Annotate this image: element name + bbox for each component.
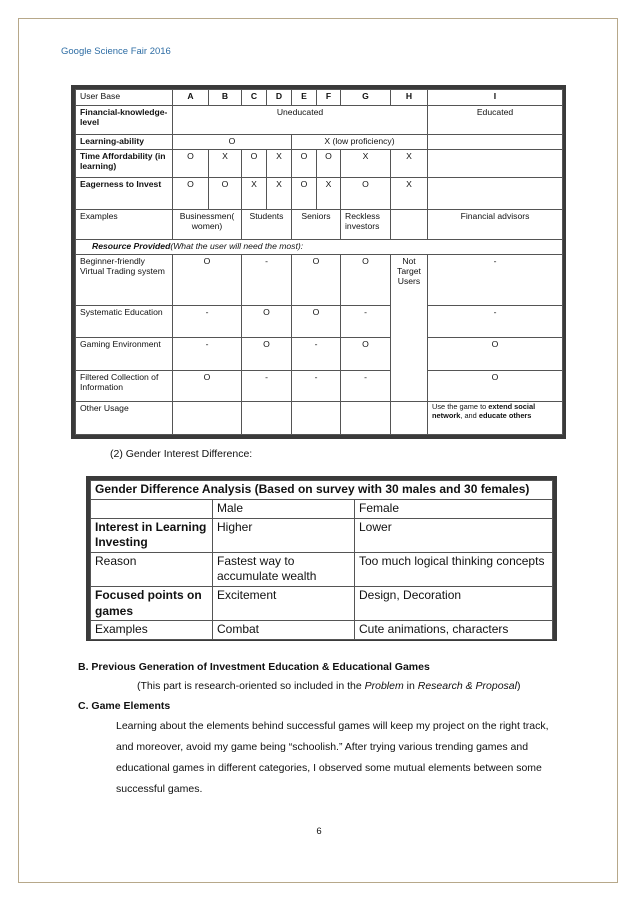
table-row [91, 586, 553, 620]
table-cell: O [341, 254, 391, 305]
header-cell: B [209, 90, 242, 106]
table-cell [391, 402, 428, 435]
row-label: Examples [91, 621, 213, 640]
table-cell [292, 402, 341, 435]
table-cell: X [391, 149, 428, 177]
table-cell [391, 209, 428, 239]
table-row [76, 239, 563, 254]
user-base-table-frame [71, 85, 566, 439]
table-cell: O [173, 178, 209, 209]
table-cell: Financial advisors [428, 209, 563, 239]
header-cell: Female [355, 500, 553, 519]
table-cell [428, 149, 563, 177]
table-row [91, 481, 553, 500]
user-base-table [75, 89, 563, 435]
gender-section-caption: (2) Gender Interest Difference: [110, 448, 253, 460]
not-target-users-cell: Not Target Users [391, 254, 428, 402]
table-cell: Students [242, 209, 292, 239]
row-label: Systematic Education [76, 305, 173, 338]
section-c-heading: C. Game Elements [78, 700, 171, 712]
table-cell: O [428, 370, 563, 401]
table-cell: O [292, 305, 341, 338]
table-cell: O [173, 254, 242, 305]
table-row [76, 178, 563, 209]
header-cell: D [267, 90, 292, 106]
header-cell: C [242, 90, 267, 106]
section-c-paragraph: Learning about the elements behind successful games will keep my project on the right track, and moreover, avoid my game being “schoolish.” After trying various trending games and educational games in different categories, I observed some mutual elements between some successful games. [116, 720, 549, 795]
table-cell: O [173, 370, 242, 401]
table-cell [242, 402, 292, 435]
resource-title: Resource Provided [92, 240, 171, 251]
row-label: Interest in Learning Investing [91, 518, 213, 552]
row-label: Focused points on games [91, 586, 213, 620]
table-row [76, 135, 563, 150]
note-text: ) [516, 680, 521, 692]
table-cell: Lower [355, 518, 553, 552]
table-cell: O [317, 149, 341, 177]
table-row [76, 90, 563, 106]
table-row [91, 621, 553, 640]
table-row [76, 338, 563, 371]
table-cell: - [173, 305, 242, 338]
header-cell: A [173, 90, 209, 106]
uneducated-cell: Uneducated [173, 105, 428, 134]
table-cell: Reckless investors [341, 209, 391, 239]
table-cell: O [242, 338, 292, 371]
table-cell: - [173, 338, 242, 371]
row-label: Eagerness to Invest [76, 178, 173, 209]
table-cell: - [428, 254, 563, 305]
note-text: in [403, 680, 418, 692]
table-cell [428, 178, 563, 209]
table-cell: O [341, 178, 391, 209]
table-cell: O [428, 338, 563, 371]
other-usage-bold: educate others [478, 411, 532, 421]
gender-difference-table [90, 480, 553, 640]
row-label: Financial-knowledge- level [76, 105, 173, 134]
row-label: Learning-ability [76, 135, 173, 150]
table-cell: - [341, 305, 391, 338]
educated-cell: Educated [428, 105, 563, 134]
table-cell: X [242, 178, 267, 209]
table-cell: Combat [213, 621, 355, 640]
row-label: Beginner-friendly Virtual Trading system [76, 254, 173, 305]
table-cell: O [173, 135, 292, 150]
other-usage-cell [428, 402, 563, 435]
note-italic: Research & Proposal [417, 680, 517, 692]
row-label: Examples [76, 209, 173, 239]
table-cell: X [267, 178, 292, 209]
table-cell: Higher [213, 518, 355, 552]
table-row [76, 105, 563, 134]
table-cell: Businessmen( women) [173, 209, 242, 239]
table-cell: O [209, 178, 242, 209]
table-cell: O [242, 149, 267, 177]
section-b-heading: B. Previous Generation of Investment Education & Educational Games [78, 661, 430, 673]
other-usage-bold: extend social network [432, 402, 536, 421]
table-cell: - [242, 370, 292, 401]
row-label: Other Usage [76, 402, 173, 435]
table-cell: - [292, 370, 341, 401]
table-cell: X [267, 149, 292, 177]
table-cell: Too much logical thinking concepts [355, 552, 553, 586]
header-cell: I [428, 90, 563, 106]
table-cell: O [242, 305, 292, 338]
table-cell [341, 402, 391, 435]
row-label: Time Affordability (in learning) [76, 149, 173, 177]
table-row [76, 149, 563, 177]
resource-subtitle: (What the user will need the most): [170, 240, 304, 251]
table-cell: X [391, 178, 428, 209]
table-row [76, 254, 563, 305]
table-cell [428, 135, 563, 150]
table-row [91, 500, 553, 519]
header-cell: H [391, 90, 428, 106]
header-cell: Male [213, 500, 355, 519]
table-cell: X [317, 178, 341, 209]
header-cell: F [317, 90, 341, 106]
table-cell [173, 402, 242, 435]
table-row [76, 305, 563, 338]
header-cell: User Base [76, 90, 173, 106]
table-cell: Fastest way to accumulate wealth [213, 552, 355, 586]
running-header: Google Science Fair 2016 [61, 46, 171, 57]
table-row [91, 518, 553, 552]
table-cell: Cute animations, characters [355, 621, 553, 640]
gender-table-title: Gender Difference Analysis (Based on survey with 30 males and 30 females) [91, 481, 553, 500]
table-row [91, 552, 553, 586]
other-usage-text: Use the game to [432, 402, 489, 412]
table-cell: - [292, 338, 341, 371]
row-label: Gaming Environment [76, 338, 173, 371]
table-cell: O [292, 178, 317, 209]
table-cell: O [173, 149, 209, 177]
table-cell: Seniors [292, 209, 341, 239]
table-cell: - [341, 370, 391, 401]
row-label: Reason [91, 552, 213, 586]
table-cell: - [428, 305, 563, 338]
table-cell: Excitement [213, 586, 355, 620]
note-text: (This part is research-oriented so included in the [137, 680, 365, 692]
gender-table-frame [86, 476, 557, 641]
header-cell: G [341, 90, 391, 106]
other-usage-text: , and [460, 411, 479, 421]
table-cell [91, 500, 213, 519]
table-cell: - [242, 254, 292, 305]
row-label: Filtered Collection of Information [76, 370, 173, 401]
table-cell: X [341, 149, 391, 177]
table-cell: X [209, 149, 242, 177]
table-cell: O [292, 254, 341, 305]
table-row [76, 402, 563, 435]
table-cell: Design, Decoration [355, 586, 553, 620]
table-cell: X (low proficiency) [292, 135, 428, 150]
table-row [76, 370, 563, 401]
note-italic: Problem [364, 680, 404, 692]
table-cell: O [341, 338, 391, 371]
header-cell: E [292, 90, 317, 106]
section-b-note [137, 680, 520, 692]
table-row [76, 209, 563, 239]
table-cell: O [292, 149, 317, 177]
page-number: 6 [316, 826, 322, 837]
resource-provided-heading [76, 239, 563, 254]
